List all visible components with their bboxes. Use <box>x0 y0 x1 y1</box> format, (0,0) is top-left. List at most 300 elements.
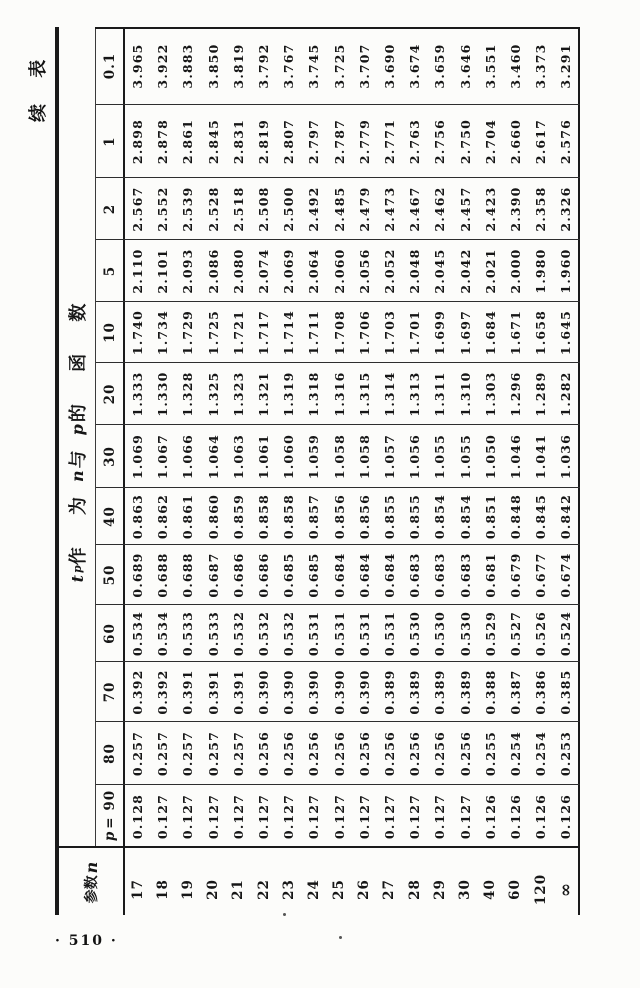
n-row-label: 22 <box>255 879 272 900</box>
data-cell: 0.685 <box>281 552 297 598</box>
data-cell: 1.046 <box>507 433 523 480</box>
data-cell: 0.127 <box>356 793 372 840</box>
n-row-label: 60 <box>507 879 524 900</box>
stub-spacer <box>96 848 123 915</box>
data-cell: 0.855 <box>407 493 423 540</box>
variable-name: t <box>67 574 87 583</box>
data-cell: 0.388 <box>482 669 498 715</box>
data-cell: 0.861 <box>180 493 196 540</box>
data-cell: 0.256 <box>356 730 372 777</box>
data-cell: 0.531 <box>306 610 322 657</box>
data-cell: 0.854 <box>432 493 448 540</box>
data-cell: 0.391 <box>230 669 246 715</box>
data-cell: 2.508 <box>256 186 272 232</box>
variable-name: p <box>67 424 87 436</box>
data-cell: 0.856 <box>331 493 347 540</box>
t-distribution-table <box>55 27 580 915</box>
data-cell: 1.064 <box>205 433 221 480</box>
table-row <box>301 27 326 915</box>
table-row <box>201 27 226 915</box>
data-cell: 2.617 <box>533 118 549 165</box>
data-cell: 2.473 <box>381 186 397 232</box>
data-cell: 0.389 <box>381 669 397 715</box>
p-column-header: 30 <box>101 446 118 467</box>
data-cell: 2.042 <box>457 248 473 294</box>
data-cell: 2.552 <box>155 186 171 232</box>
data-cell: 1.063 <box>230 433 246 480</box>
table-row <box>553 27 578 915</box>
p-column-header: 40 <box>101 506 118 527</box>
column-separator-line <box>96 545 580 546</box>
data-cell: 3.922 <box>155 43 171 89</box>
data-cell: 0.688 <box>155 552 171 598</box>
data-cell: 2.831 <box>230 118 246 165</box>
data-cell: 3.850 <box>205 43 221 89</box>
table-row <box>276 27 301 915</box>
data-cell: 1.056 <box>407 433 423 480</box>
page-number: · 510 · <box>55 933 118 949</box>
data-cell: 1.296 <box>507 371 523 417</box>
data-cell: 2.056 <box>356 248 372 294</box>
p-column-header: 80 <box>101 743 118 764</box>
data-cell: 2.101 <box>155 248 171 294</box>
data-cell: 1.050 <box>482 433 498 480</box>
data-cell: 0.256 <box>331 730 347 777</box>
p-column-header: 2 <box>101 203 118 215</box>
n-row-label: 27 <box>381 879 398 900</box>
n-row-label: 40 <box>482 879 499 900</box>
data-cell: 0.530 <box>432 610 448 657</box>
data-cell: 0.683 <box>432 552 448 598</box>
data-cell: 0.842 <box>558 493 574 540</box>
variable-name: p <box>101 830 118 842</box>
table-row <box>226 27 251 915</box>
data-cell: 3.291 <box>558 43 574 89</box>
data-cell: 0.392 <box>130 669 146 715</box>
data-cell: 2.528 <box>205 186 221 232</box>
data-cell: 2.467 <box>407 186 423 232</box>
rule-under-header <box>123 27 125 915</box>
data-cell: 0.128 <box>130 793 146 840</box>
p-column-header: 70 <box>101 681 118 703</box>
data-cell: 2.704 <box>482 118 498 165</box>
n-row-label: 24 <box>305 879 322 900</box>
data-cell: 2.110 <box>130 248 146 294</box>
table-bottom-border <box>578 27 580 915</box>
data-cell: 0.532 <box>256 610 272 657</box>
data-cell: 0.256 <box>457 730 473 777</box>
data-cell: 1.330 <box>155 371 171 417</box>
data-cell: 0.685 <box>306 552 322 598</box>
data-cell: 1.721 <box>230 309 246 356</box>
column-separator-line <box>96 302 580 303</box>
data-cell: 3.674 <box>407 43 423 89</box>
data-cell: 0.856 <box>356 493 372 540</box>
table-row <box>352 27 377 915</box>
data-cell: 2.021 <box>482 248 498 294</box>
n-row-label: 26 <box>356 879 373 900</box>
table-row <box>528 27 553 915</box>
data-cell: 0.390 <box>256 669 272 715</box>
data-cell: 0.256 <box>306 730 322 777</box>
data-cell: 0.863 <box>130 493 146 540</box>
data-cell: 0.851 <box>482 493 498 540</box>
column-separator-line <box>96 785 580 786</box>
data-cell: 1.325 <box>205 371 221 417</box>
data-cell: 1.316 <box>331 371 347 417</box>
data-cell: 0.126 <box>533 793 549 840</box>
data-cell: 1.061 <box>256 433 272 480</box>
data-cell: 3.707 <box>356 43 372 89</box>
data-cell: 2.787 <box>331 118 347 165</box>
data-cell: 0.126 <box>482 793 498 840</box>
data-cell: 0.526 <box>533 610 549 657</box>
data-cell: 0.257 <box>155 730 171 777</box>
data-cell: 2.423 <box>482 186 498 232</box>
data-cell: 1.711 <box>306 309 322 356</box>
data-cell: 0.684 <box>331 552 347 598</box>
variable-name: n <box>67 470 87 482</box>
data-cell: 2.861 <box>180 118 196 165</box>
data-cell: 1.701 <box>407 309 423 356</box>
table-row <box>251 27 276 915</box>
data-cell: 0.674 <box>558 552 574 598</box>
data-cell: 3.460 <box>507 43 523 89</box>
data-cell: 2.576 <box>558 118 574 165</box>
p-column-header: 5 <box>101 265 118 277</box>
n-row-label: 19 <box>179 879 196 900</box>
table-row <box>452 27 477 915</box>
data-cell: 3.551 <box>482 43 498 89</box>
data-cell: 0.524 <box>558 610 574 657</box>
p-column-header: 10 <box>101 322 118 343</box>
n-row-label: 28 <box>406 879 423 900</box>
data-cell: 1.055 <box>457 433 473 480</box>
data-cell: 1.684 <box>482 309 498 356</box>
data-cell: 0.686 <box>230 552 246 598</box>
data-cell: 3.659 <box>432 43 448 89</box>
table-row <box>150 27 175 915</box>
data-cell: 0.848 <box>507 493 523 540</box>
data-cell: 1.645 <box>558 309 574 356</box>
data-cell: 1.658 <box>533 309 549 356</box>
data-cell: 0.127 <box>457 793 473 840</box>
data-cell: 0.530 <box>457 610 473 657</box>
column-separator-line <box>96 488 580 489</box>
data-cell: 0.392 <box>155 669 171 715</box>
data-cell: 0.254 <box>533 730 549 777</box>
data-cell: 2.567 <box>130 186 146 232</box>
data-cell: 0.126 <box>507 793 523 840</box>
data-cell: 0.127 <box>407 793 423 840</box>
data-cell: 1.311 <box>432 371 448 417</box>
data-cell: 3.725 <box>331 43 347 89</box>
data-cell: 2.763 <box>407 118 423 165</box>
p-column-header: 50 <box>101 564 118 586</box>
p-column-header: p = 90 <box>101 789 118 842</box>
data-cell: 1.706 <box>356 309 372 356</box>
data-cell: 0.531 <box>381 610 397 657</box>
data-cell: 1.697 <box>457 309 473 356</box>
data-cell: 2.750 <box>457 118 473 165</box>
column-separator-line <box>96 105 580 106</box>
scan-speck <box>283 913 286 916</box>
n-row-label: 17 <box>129 879 146 900</box>
data-cell: 1.314 <box>381 371 397 417</box>
data-cell: 1.310 <box>457 371 473 417</box>
table-row <box>125 27 150 915</box>
data-cell: 0.532 <box>281 610 297 657</box>
data-cell: 0.390 <box>306 669 322 715</box>
data-cell: 3.965 <box>130 43 146 89</box>
data-cell: 2.492 <box>306 186 322 232</box>
data-cell: 0.684 <box>356 552 372 598</box>
p-column-header: 20 <box>101 383 118 405</box>
table-row <box>377 27 402 915</box>
data-cell: 2.485 <box>331 186 347 232</box>
data-cell: 1.671 <box>507 309 523 356</box>
data-cell: 0.385 <box>558 669 574 715</box>
data-cell: 0.858 <box>281 493 297 540</box>
data-cell: 1.717 <box>256 309 272 356</box>
data-cell: 1.058 <box>356 433 372 480</box>
n-row-label: 29 <box>431 879 448 900</box>
data-cell: 1.066 <box>180 433 196 480</box>
data-cell: 1.036 <box>558 433 574 480</box>
data-cell: 0.390 <box>356 669 372 715</box>
data-cell: 0.127 <box>205 793 221 840</box>
data-cell: 1.303 <box>482 371 498 417</box>
data-cell: 0.533 <box>180 610 196 657</box>
n-row-label: 30 <box>457 879 474 900</box>
data-cell: 1.734 <box>155 309 171 356</box>
data-cell: 1.729 <box>180 309 196 356</box>
data-cell: 0.127 <box>432 793 448 840</box>
data-cell: 2.898 <box>130 118 146 165</box>
variable-name: n <box>81 861 101 874</box>
data-cell: 0.534 <box>130 610 146 657</box>
data-cell: 2.074 <box>256 248 272 294</box>
data-cell: 2.457 <box>457 186 473 232</box>
data-cell: 0.860 <box>205 493 221 540</box>
data-cell: 3.690 <box>381 43 397 89</box>
data-cell: 1.313 <box>407 371 423 417</box>
data-cell: 3.745 <box>306 43 322 89</box>
column-separator-line <box>96 605 580 606</box>
data-cell: 0.127 <box>306 793 322 840</box>
data-cell: 2.500 <box>281 186 297 232</box>
data-cell: 1.740 <box>130 309 146 356</box>
data-cell: 0.387 <box>507 669 523 715</box>
data-cell: 1.328 <box>180 371 196 417</box>
column-separator-line <box>96 178 580 179</box>
data-cell: 1.282 <box>558 371 574 417</box>
data-cell: 0.257 <box>230 730 246 777</box>
data-cell: 2.045 <box>432 248 448 294</box>
data-cell: 0.127 <box>155 793 171 840</box>
data-cell: 0.531 <box>356 610 372 657</box>
table-body <box>125 27 578 915</box>
data-cell: 0.126 <box>558 793 574 840</box>
column-separator-line <box>96 722 580 723</box>
data-cell: 2.660 <box>507 118 523 165</box>
data-cell: 2.819 <box>256 118 272 165</box>
data-cell: 1.708 <box>331 309 347 356</box>
n-row-label: 120 <box>532 873 549 906</box>
stub-separator-line <box>59 846 580 848</box>
data-cell: 2.052 <box>381 248 397 294</box>
data-cell: 1.059 <box>306 433 322 480</box>
data-cell: 0.389 <box>457 669 473 715</box>
data-cell: 0.257 <box>180 730 196 777</box>
data-cell: 0.533 <box>205 610 221 657</box>
data-cell: 2.845 <box>205 118 221 165</box>
table-row <box>175 27 200 915</box>
data-cell: 0.391 <box>205 669 221 715</box>
data-cell: 2.878 <box>155 118 171 165</box>
data-cell: 0.684 <box>381 552 397 598</box>
data-cell: 0.127 <box>281 793 297 840</box>
data-cell: 0.256 <box>407 730 423 777</box>
data-cell: 1.069 <box>130 433 146 480</box>
data-cell: 2.326 <box>558 186 574 232</box>
data-cell: 0.127 <box>331 793 347 840</box>
data-cell: 0.857 <box>306 493 322 540</box>
data-cell: 2.779 <box>356 118 372 165</box>
data-cell: 0.687 <box>205 552 221 598</box>
data-cell: 2.000 <box>507 248 523 294</box>
data-cell: 2.771 <box>381 118 397 165</box>
data-cell: 1.318 <box>306 371 322 417</box>
data-cell: 1.060 <box>281 433 297 480</box>
data-cell: 3.373 <box>533 43 549 89</box>
data-cell: 0.531 <box>331 610 347 657</box>
data-cell: 0.127 <box>180 793 196 840</box>
n-row-label: ∞ <box>555 881 576 898</box>
data-cell: 2.756 <box>432 118 448 165</box>
title-text: 与 <box>68 437 89 469</box>
title-text: 参数 <box>84 875 100 904</box>
data-cell: 1.703 <box>381 309 397 356</box>
n-row-label: 20 <box>205 879 222 900</box>
data-cell: 0.530 <box>407 610 423 657</box>
table-row <box>503 27 528 915</box>
continued-table-label: 续 表 <box>28 49 49 122</box>
data-cell: 0.529 <box>482 610 498 657</box>
data-cell: 2.390 <box>507 186 523 232</box>
data-cell: 0.683 <box>457 552 473 598</box>
data-cell: 2.797 <box>306 118 322 165</box>
title-text: 的 函 数 <box>68 290 89 423</box>
data-cell: 0.390 <box>281 669 297 715</box>
data-cell: 0.127 <box>256 793 272 840</box>
data-cell: 3.883 <box>180 43 196 89</box>
data-cell: 0.845 <box>533 493 549 540</box>
column-separator-line <box>96 240 580 241</box>
data-cell: 1.714 <box>281 309 297 356</box>
data-cell: 0.256 <box>381 730 397 777</box>
table-row <box>427 27 452 915</box>
data-cell: 2.086 <box>205 248 221 294</box>
data-cell: 0.256 <box>256 730 272 777</box>
data-cell: 1.323 <box>230 371 246 417</box>
data-cell: 0.389 <box>407 669 423 715</box>
data-cell: 2.479 <box>356 186 372 232</box>
column-separator-line <box>96 425 580 426</box>
table-row <box>327 27 352 915</box>
data-cell: 2.518 <box>230 186 246 232</box>
data-cell: 0.527 <box>507 610 523 657</box>
data-cell: 2.060 <box>331 248 347 294</box>
data-cell: 3.767 <box>281 43 297 89</box>
data-cell: 0.858 <box>256 493 272 540</box>
data-cell: 0.681 <box>482 552 498 598</box>
data-cell: 0.390 <box>331 669 347 715</box>
data-cell: 1.725 <box>205 309 221 356</box>
data-cell: 1.699 <box>432 309 448 356</box>
data-cell: 2.069 <box>281 248 297 294</box>
data-cell: 2.462 <box>432 186 448 232</box>
data-cell: 0.532 <box>230 610 246 657</box>
variable-name: p <box>70 565 84 573</box>
data-cell: 0.855 <box>381 493 397 540</box>
rotated-table-wrapper <box>28 27 580 915</box>
data-cell: 0.391 <box>180 669 196 715</box>
table-row <box>402 27 427 915</box>
table-title <box>59 27 95 848</box>
table-right-border <box>95 27 580 29</box>
data-cell: 0.677 <box>533 552 549 598</box>
data-cell: 0.862 <box>155 493 171 540</box>
title-text: 作 为 <box>68 484 89 566</box>
data-cell: 1.055 <box>432 433 448 480</box>
data-cell: 1.319 <box>281 371 297 417</box>
data-cell: 2.539 <box>180 186 196 232</box>
data-cell: 1.321 <box>256 371 272 417</box>
data-cell: 1.041 <box>533 433 549 480</box>
p-column-header: 1 <box>101 136 118 147</box>
n-row-label: 18 <box>154 879 171 900</box>
data-cell: 3.792 <box>256 43 272 89</box>
data-cell: 1.980 <box>533 248 549 294</box>
data-cell: 0.257 <box>205 730 221 777</box>
data-cell: 0.256 <box>281 730 297 777</box>
column-separator-line <box>96 662 580 663</box>
data-cell: 0.679 <box>507 552 523 598</box>
data-cell: 0.389 <box>432 669 448 715</box>
scan-speck <box>339 936 342 939</box>
data-cell: 0.689 <box>130 552 146 598</box>
data-cell: 0.255 <box>482 730 498 777</box>
p-column-header: 60 <box>101 623 118 644</box>
data-cell: 1.067 <box>155 433 171 480</box>
data-cell: 3.646 <box>457 43 473 89</box>
data-cell: 0.127 <box>381 793 397 840</box>
p-column-header: 0.1 <box>101 52 118 80</box>
rule-under-title <box>95 27 96 848</box>
p-header-row <box>96 27 123 915</box>
data-cell: 0.386 <box>533 669 549 715</box>
data-cell: 0.253 <box>558 730 574 777</box>
data-cell: 0.686 <box>256 552 272 598</box>
n-row-label: 23 <box>280 879 297 900</box>
data-cell: 0.688 <box>180 552 196 598</box>
data-cell: 2.358 <box>533 186 549 232</box>
data-cell: 0.859 <box>230 493 246 540</box>
data-cell: 0.256 <box>432 730 448 777</box>
data-cell: 1.333 <box>130 371 146 417</box>
data-cell: 0.257 <box>130 730 146 777</box>
